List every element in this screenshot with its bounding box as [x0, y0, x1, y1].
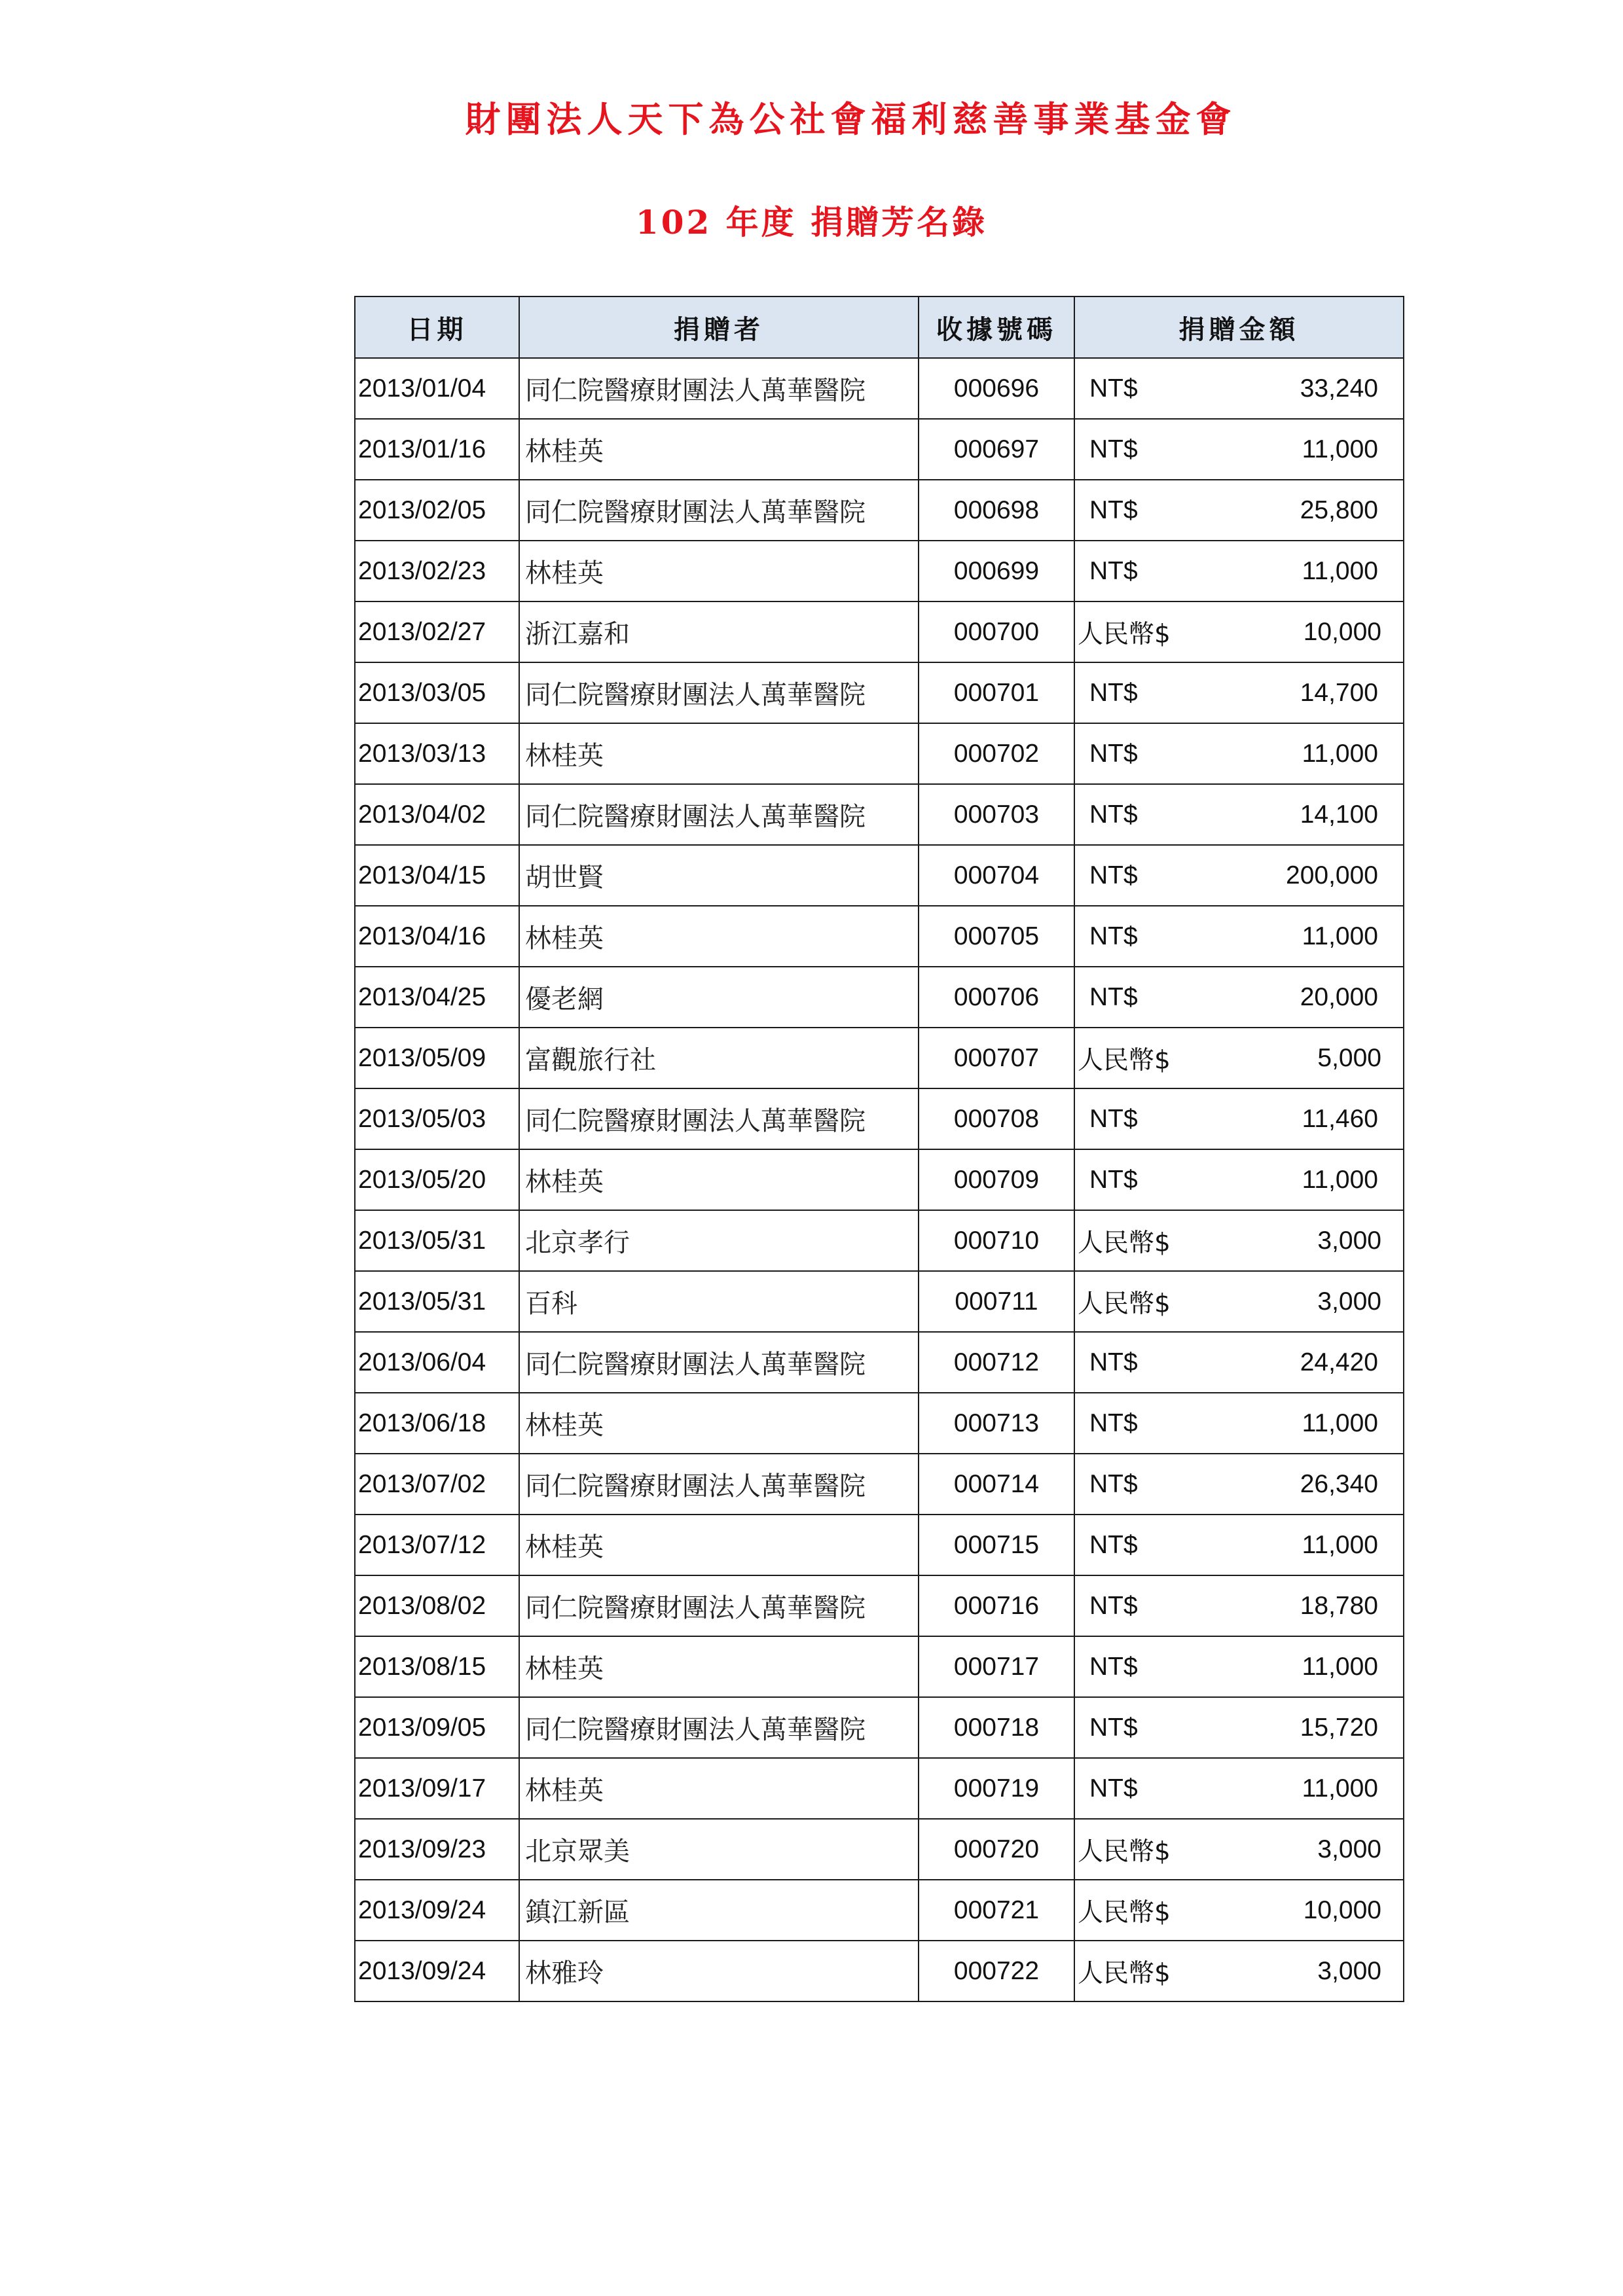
date-cell: 2013/04/02: [355, 784, 519, 845]
date-cell: 2013/07/02: [355, 1454, 519, 1515]
date-cell: 2013/04/25: [355, 967, 519, 1028]
amount-cell: [1074, 1697, 1404, 1758]
amount-cell: [1074, 480, 1404, 541]
currency-label: NT$: [1089, 861, 1138, 889]
donor-cell: 百科: [519, 1271, 919, 1332]
table-row: [355, 1880, 1404, 1941]
currency-label: 人民幣$: [1078, 1897, 1171, 1928]
receipt-number-cell: 000697: [919, 419, 1074, 480]
amount-cell: [1074, 1210, 1404, 1271]
table-row: [355, 1088, 1404, 1149]
date-cell: 2013/02/05: [355, 480, 519, 541]
amount-cell: [1074, 419, 1404, 480]
table-row: [355, 1819, 1404, 1880]
amount-value: 20,000: [1300, 982, 1378, 1011]
amount-value: 11,000: [1302, 1530, 1378, 1559]
amount-value: 11,000: [1302, 739, 1378, 768]
amount-cell: [1074, 1819, 1404, 1880]
donor-cell: 北京孝行: [519, 1210, 919, 1271]
receipt-number-cell: 000708: [919, 1088, 1074, 1149]
table-row: [355, 541, 1404, 601]
currency-label: NT$: [1089, 982, 1138, 1011]
currency-label: 人民幣$: [1078, 1958, 1171, 1988]
donor-cell: 林雅玲: [519, 1941, 919, 2001]
donor-cell: 同仁院醫療財團法人萬華醫院: [519, 784, 919, 845]
amount-cell: [1074, 784, 1404, 845]
donor-cell: 同仁院醫療財團法人萬華醫院: [519, 1454, 919, 1515]
currency-label: NT$: [1089, 1165, 1138, 1194]
amount-cell: [1074, 541, 1404, 601]
receipt-number-cell: 000717: [919, 1636, 1074, 1697]
date-cell: 2013/08/15: [355, 1636, 519, 1697]
date-cell: 2013/06/04: [355, 1332, 519, 1393]
amount-cell: [1074, 1028, 1404, 1088]
receipt-number-cell: 000706: [919, 967, 1074, 1028]
currency-label: NT$: [1089, 495, 1138, 524]
currency-label: NT$: [1089, 1774, 1138, 1803]
receipt-number-cell: 000716: [919, 1575, 1074, 1636]
column-header-receipt: 收據號碼: [919, 296, 1074, 358]
table-row: [355, 1149, 1404, 1210]
column-header-date: 日期: [355, 296, 519, 358]
receipt-number-cell: 000696: [919, 358, 1074, 419]
amount-value: 11,000: [1302, 1165, 1378, 1194]
date-cell: 2013/01/16: [355, 419, 519, 480]
amount-value: 11,000: [1302, 435, 1378, 463]
table-row: [355, 358, 1404, 419]
donor-cell: 林桂英: [519, 1758, 919, 1819]
table-row: [355, 1575, 1404, 1636]
amount-value: 10,000: [1303, 617, 1381, 646]
currency-label: NT$: [1089, 1469, 1138, 1498]
receipt-number-cell: 000722: [919, 1941, 1074, 2001]
table-row: [355, 1697, 1404, 1758]
date-cell: 2013/04/15: [355, 845, 519, 906]
amount-value: 25,800: [1300, 495, 1378, 524]
table-row: [355, 1332, 1404, 1393]
table-row: [355, 967, 1404, 1028]
amount-value: 14,700: [1300, 678, 1378, 707]
date-cell: 2013/02/27: [355, 601, 519, 662]
date-cell: 2013/02/23: [355, 541, 519, 601]
receipt-number-cell: 000704: [919, 845, 1074, 906]
donor-cell: 同仁院醫療財團法人萬華醫院: [519, 1575, 919, 1636]
receipt-number-cell: 000721: [919, 1880, 1074, 1941]
date-cell: 2013/03/05: [355, 662, 519, 723]
donor-cell: 胡世賢: [519, 845, 919, 906]
table-row: [355, 480, 1404, 541]
donor-cell: 同仁院醫療財團法人萬華醫院: [519, 1332, 919, 1393]
table-row: [355, 906, 1404, 967]
date-cell: 2013/09/24: [355, 1941, 519, 2001]
currency-label: NT$: [1089, 1104, 1138, 1133]
table-row: [355, 1515, 1404, 1575]
amount-value: 3,000: [1317, 1226, 1381, 1255]
currency-label: NT$: [1089, 922, 1138, 950]
receipt-number-cell: 000713: [919, 1393, 1074, 1454]
receipt-number-cell: 000700: [919, 601, 1074, 662]
date-cell: 2013/09/24: [355, 1880, 519, 1941]
receipt-number-cell: 000712: [919, 1332, 1074, 1393]
donor-cell: 同仁院醫療財團法人萬華醫院: [519, 480, 919, 541]
amount-cell: [1074, 1149, 1404, 1210]
amount-value: 15,720: [1300, 1713, 1378, 1742]
currency-label: 人民幣$: [1078, 1228, 1171, 1258]
amount-cell: [1074, 358, 1404, 419]
table-row: [355, 1271, 1404, 1332]
receipt-number-cell: 000720: [919, 1819, 1074, 1880]
amount-cell: [1074, 723, 1404, 784]
amount-cell: [1074, 1575, 1404, 1636]
amount-value: 11,460: [1302, 1104, 1378, 1133]
receipt-number-cell: 000715: [919, 1515, 1074, 1575]
table-row: [355, 1758, 1404, 1819]
table-body: [355, 358, 1404, 2001]
currency-label: 人民幣$: [1078, 1289, 1171, 1319]
receipt-number-cell: 000711: [919, 1271, 1074, 1332]
amount-cell: [1074, 1393, 1404, 1454]
receipt-number-cell: 000719: [919, 1758, 1074, 1819]
date-cell: 2013/03/13: [355, 723, 519, 784]
amount-value: 11,000: [1302, 1652, 1378, 1681]
amount-value: 11,000: [1302, 1774, 1378, 1803]
currency-label: 人民幣$: [1078, 619, 1171, 649]
currency-label: NT$: [1089, 800, 1138, 829]
table-row: [355, 784, 1404, 845]
amount-cell: [1074, 601, 1404, 662]
table-header-row: [355, 296, 1404, 358]
date-cell: 2013/05/20: [355, 1149, 519, 1210]
amount-cell: [1074, 1271, 1404, 1332]
date-cell: 2013/01/04: [355, 358, 519, 419]
donor-cell: 同仁院醫療財團法人萬華醫院: [519, 1088, 919, 1149]
currency-label: NT$: [1089, 374, 1138, 403]
amount-value: 11,000: [1302, 922, 1378, 950]
date-cell: 2013/05/03: [355, 1088, 519, 1149]
amount-cell: [1074, 906, 1404, 967]
amount-value: 14,100: [1300, 800, 1378, 829]
donor-cell: 浙江嘉和: [519, 601, 919, 662]
table-row: [355, 1210, 1404, 1271]
currency-label: NT$: [1089, 678, 1138, 707]
amount-value: 3,000: [1317, 1835, 1381, 1863]
amount-value: 3,000: [1317, 1956, 1381, 1985]
amount-value: 24,420: [1300, 1348, 1378, 1376]
donor-cell: 林桂英: [519, 1149, 919, 1210]
date-cell: 2013/09/17: [355, 1758, 519, 1819]
receipt-number-cell: 000705: [919, 906, 1074, 967]
organization-title: 財團法人天下為公社會福利慈善事業基金會: [465, 98, 1237, 140]
date-cell: 2013/08/02: [355, 1575, 519, 1636]
donor-cell: 林桂英: [519, 419, 919, 480]
donor-cell: 林桂英: [519, 541, 919, 601]
donor-cell: 同仁院醫療財團法人萬華醫院: [519, 358, 919, 419]
receipt-number-cell: 000709: [919, 1149, 1074, 1210]
receipt-number-cell: 000698: [919, 480, 1074, 541]
amount-cell: [1074, 1636, 1404, 1697]
table-row: [355, 723, 1404, 784]
amount-value: 33,240: [1300, 374, 1378, 403]
receipt-number-cell: 000714: [919, 1454, 1074, 1515]
date-cell: 2013/04/16: [355, 906, 519, 967]
currency-label: NT$: [1089, 435, 1138, 463]
donor-cell: 鎮江新區: [519, 1880, 919, 1941]
table-row: [355, 662, 1404, 723]
amount-cell: [1074, 662, 1404, 723]
amount-cell: [1074, 845, 1404, 906]
column-header-donor: 捐贈者: [519, 296, 919, 358]
currency-label: NT$: [1089, 739, 1138, 768]
amount-cell: [1074, 1941, 1404, 2001]
currency-label: NT$: [1089, 1652, 1138, 1681]
currency-label: NT$: [1089, 1348, 1138, 1376]
table-row: [355, 419, 1404, 480]
amount-value: 5,000: [1317, 1043, 1381, 1072]
table-row: [355, 845, 1404, 906]
table-row: [355, 1636, 1404, 1697]
table-row: [355, 601, 1404, 662]
amount-value: 10,000: [1303, 1895, 1381, 1924]
amount-cell: [1074, 967, 1404, 1028]
date-cell: 2013/05/31: [355, 1210, 519, 1271]
amount-cell: [1074, 1758, 1404, 1819]
document-subtitle: 102 年度 捐贈芳名錄: [635, 203, 988, 242]
table-row: [355, 1393, 1404, 1454]
receipt-number-cell: 000703: [919, 784, 1074, 845]
date-cell: 2013/09/05: [355, 1697, 519, 1758]
donor-cell: 同仁院醫療財團法人萬華醫院: [519, 662, 919, 723]
amount-cell: [1074, 1454, 1404, 1515]
currency-label: NT$: [1089, 1408, 1138, 1437]
currency-label: NT$: [1089, 1591, 1138, 1620]
date-cell: 2013/07/12: [355, 1515, 519, 1575]
receipt-number-cell: 000701: [919, 662, 1074, 723]
receipt-number-cell: 000707: [919, 1028, 1074, 1088]
receipt-number-cell: 000710: [919, 1210, 1074, 1271]
amount-value: 11,000: [1302, 556, 1378, 585]
donor-cell: 林桂英: [519, 1393, 919, 1454]
donor-cell: 林桂英: [519, 1636, 919, 1697]
amount-value: 18,780: [1300, 1591, 1378, 1620]
date-cell: 2013/05/09: [355, 1028, 519, 1088]
currency-label: NT$: [1089, 556, 1138, 585]
amount-cell: [1074, 1515, 1404, 1575]
amount-value: 26,340: [1300, 1469, 1378, 1498]
donor-cell: 同仁院醫療財團法人萬華醫院: [519, 1697, 919, 1758]
date-cell: 2013/06/18: [355, 1393, 519, 1454]
table-row: [355, 1941, 1404, 2001]
donor-cell: 優老網: [519, 967, 919, 1028]
amount-cell: [1074, 1088, 1404, 1149]
donor-cell: 北京眾美: [519, 1819, 919, 1880]
currency-label: NT$: [1089, 1713, 1138, 1742]
receipt-number-cell: 000699: [919, 541, 1074, 601]
currency-label: 人民幣$: [1078, 1837, 1171, 1867]
date-cell: 2013/09/23: [355, 1819, 519, 1880]
donor-cell: 林桂英: [519, 723, 919, 784]
table-row: [355, 1028, 1404, 1088]
currency-label: 人民幣$: [1078, 1045, 1171, 1075]
amount-value: 3,000: [1317, 1287, 1381, 1316]
table-row: [355, 1454, 1404, 1515]
receipt-number-cell: 000702: [919, 723, 1074, 784]
column-header-amount: 捐贈金額: [1074, 296, 1404, 358]
currency-label: NT$: [1089, 1530, 1138, 1559]
donation-table: [354, 296, 1404, 2002]
donor-cell: 林桂英: [519, 906, 919, 967]
amount-value: 11,000: [1302, 1408, 1378, 1437]
date-cell: 2013/05/31: [355, 1271, 519, 1332]
amount-value: 200,000: [1286, 861, 1378, 889]
amount-cell: [1074, 1332, 1404, 1393]
amount-cell: [1074, 1880, 1404, 1941]
donor-cell: 富觀旅行社: [519, 1028, 919, 1088]
receipt-number-cell: 000718: [919, 1697, 1074, 1758]
donor-cell: 林桂英: [519, 1515, 919, 1575]
